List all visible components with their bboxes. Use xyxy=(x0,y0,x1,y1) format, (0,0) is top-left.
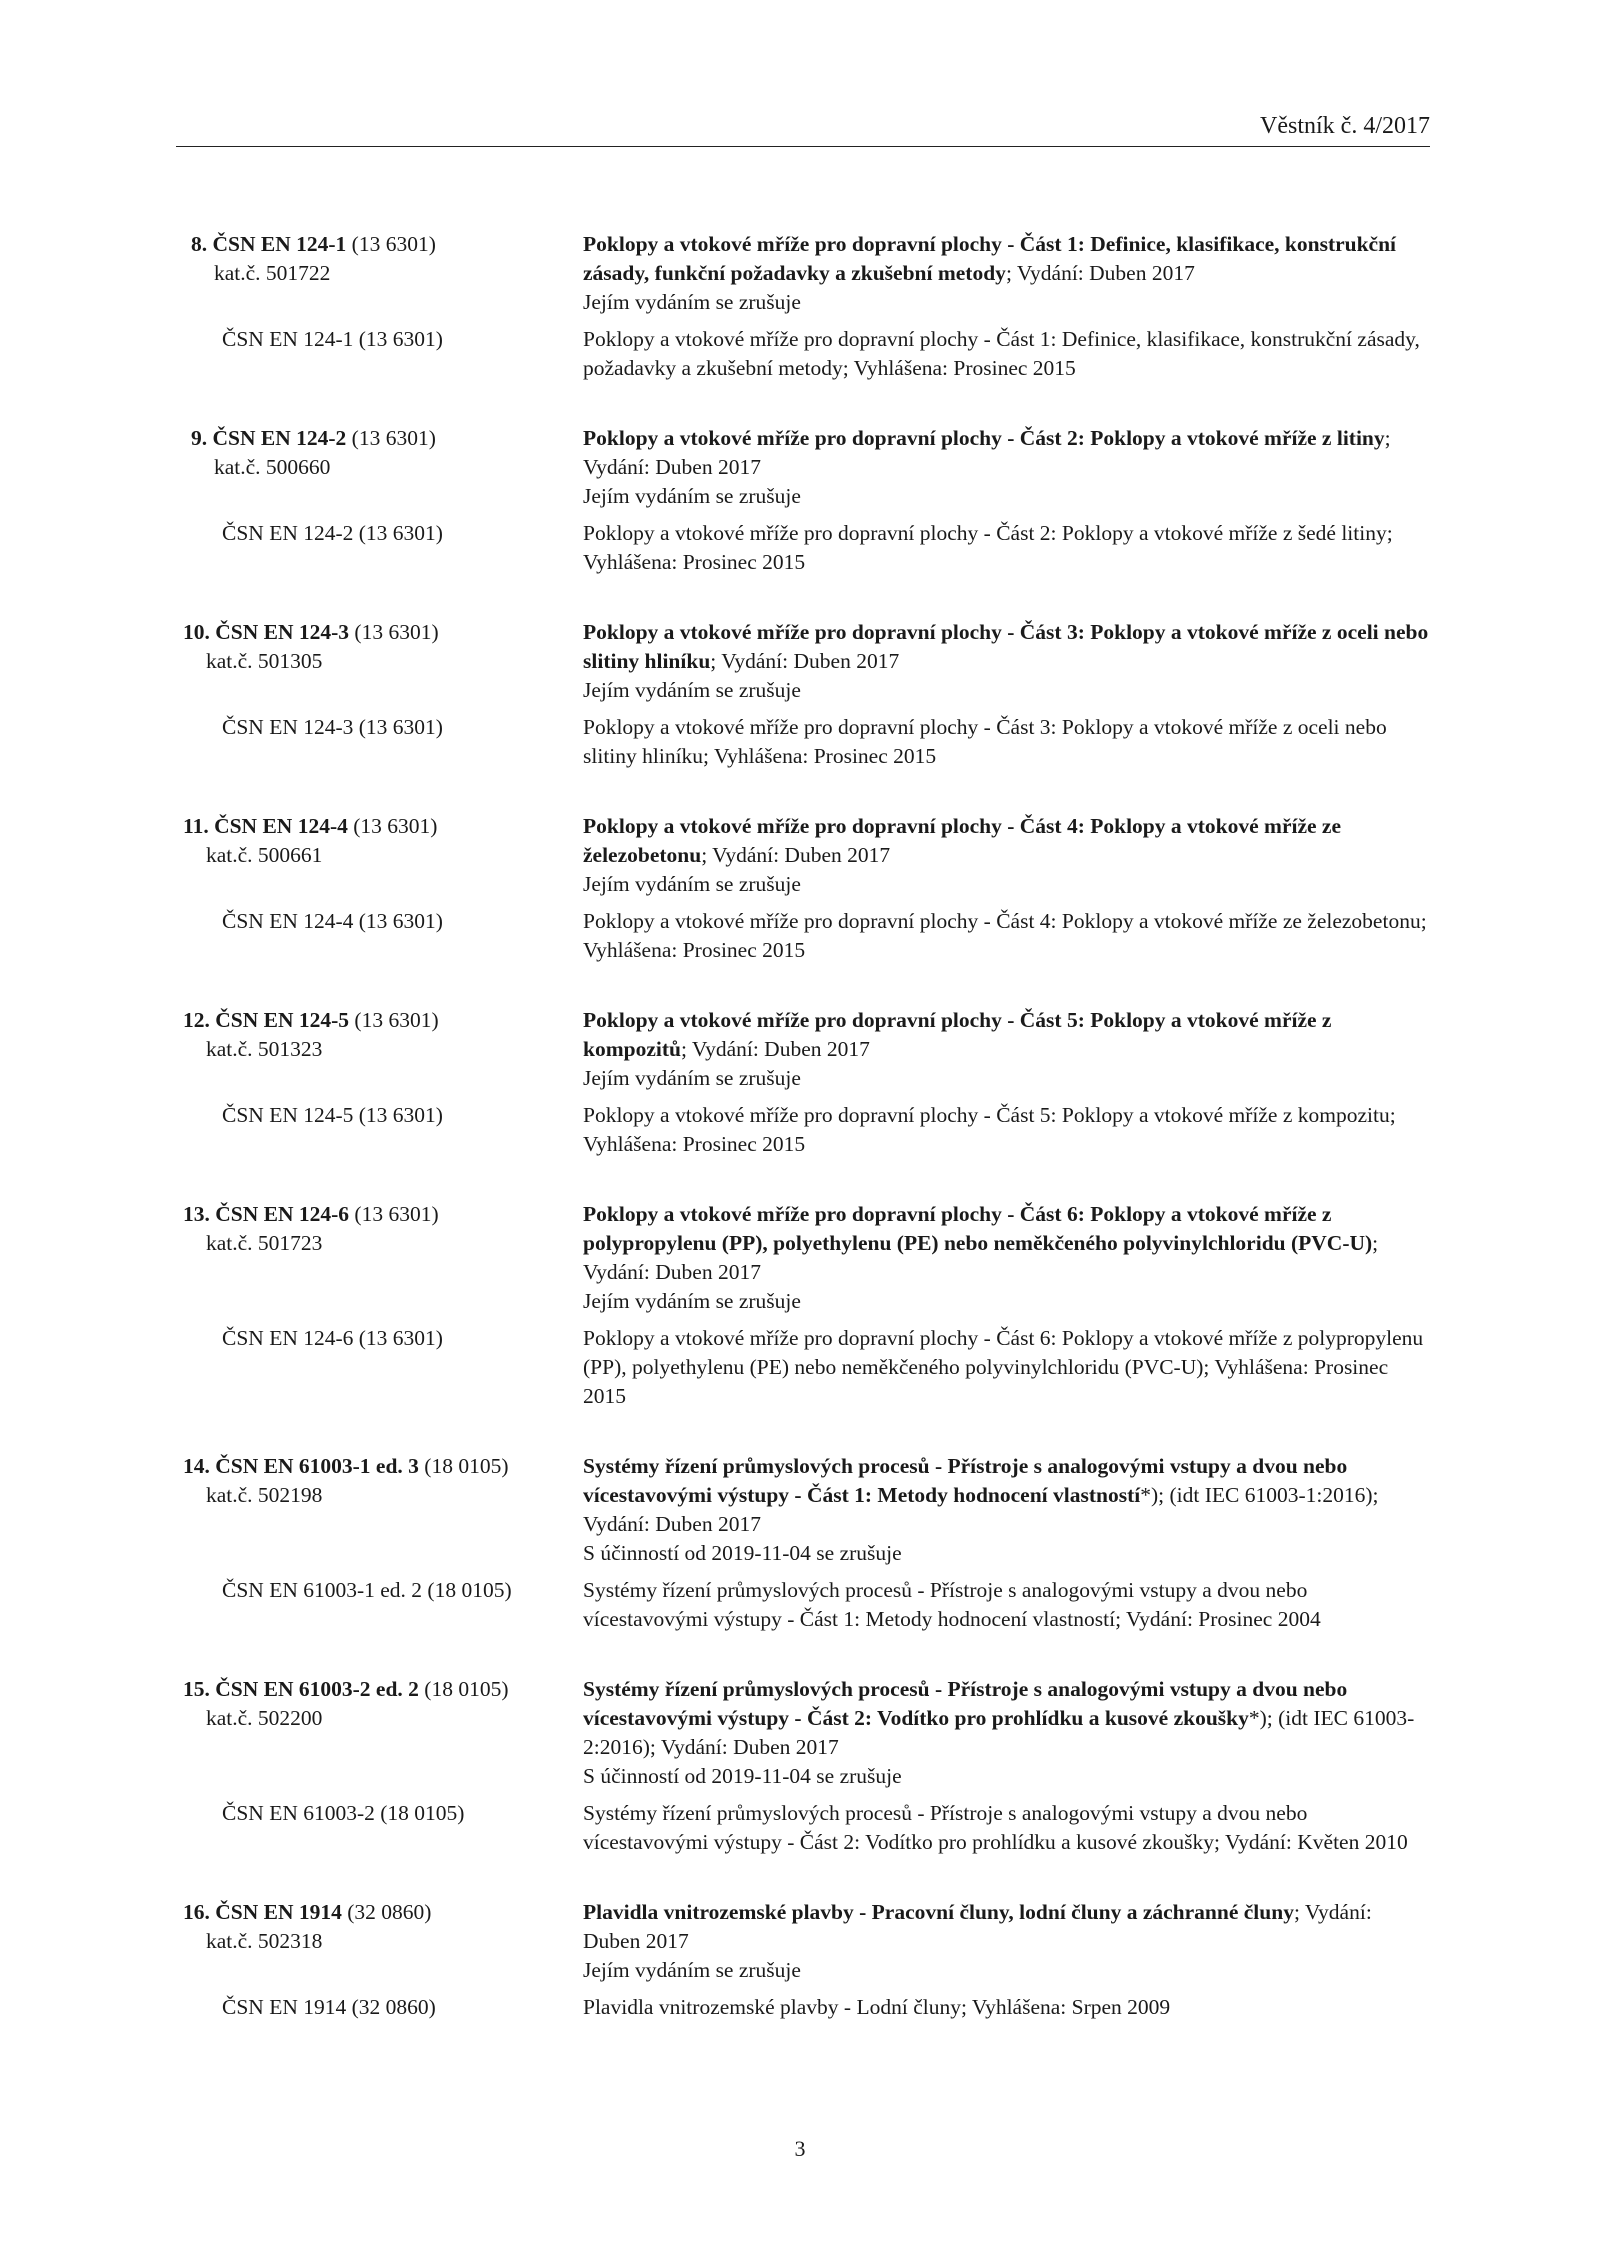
entry-code xyxy=(0,1200,583,1316)
standard-title: Poklopy a vtokové mříže pro dopravní plochy - Část 2: Poklopy a vtokové mříže z litiny xyxy=(583,426,1385,450)
entry-number: 16. xyxy=(183,1900,210,1924)
standard-code: ČSN EN 1914 xyxy=(215,1900,342,1924)
standard-title: Plavidla vnitrozemské plavby - Pracovní čluny, lodní čluny a záchranné čluny xyxy=(583,1900,1294,1924)
standard-title: Poklopy a vtokové mříže pro dopravní plochy - Část 1: Definice, klasifikace, konstrukční zásady, funkční požadavky a zkušební metody xyxy=(583,232,1397,285)
standard-code: ČSN EN 61003-1 ed. 3 xyxy=(215,1454,419,1478)
bulletin-title: Věstník č. 4/2017 xyxy=(1260,113,1430,139)
replacement-status: Jejím vydáním se zrušuje xyxy=(583,678,801,702)
standard-entry xyxy=(0,1452,1600,1634)
catalog-number: kat.č. 500660 xyxy=(214,455,331,479)
catalog-number: kat.č. 501723 xyxy=(206,1231,323,1255)
standard-code: ČSN EN 124-1 xyxy=(212,232,347,256)
issue-info: ; Vydání: Duben 2017 xyxy=(710,649,900,673)
entry-number: 11. xyxy=(183,814,209,838)
replaced-code: ČSN EN 124-6 (13 6301) xyxy=(222,1326,443,1350)
replaced-code: ČSN EN 61003-2 (18 0105) xyxy=(222,1801,465,1825)
issue-info: *); (idt IEC 61003-1:2016); Vydání: Duben 2017 xyxy=(583,1483,1379,1536)
issue-info: ; Vydání: Duben 2017 xyxy=(1005,261,1195,285)
entry-title xyxy=(583,618,1433,705)
standard-entry xyxy=(0,424,1600,577)
entry-title xyxy=(583,1675,1433,1791)
catalog-number: kat.č. 500661 xyxy=(206,843,323,867)
entry-code xyxy=(0,1675,583,1791)
catalog-number: kat.č. 502318 xyxy=(206,1929,323,1953)
issue-info: *); (idt IEC 61003-2:2016); Vydání: Duben 2017 xyxy=(583,1706,1415,1759)
entry-code xyxy=(0,618,583,705)
entry-number: 9. xyxy=(191,426,208,450)
replaced-code: ČSN EN 124-5 (13 6301) xyxy=(222,1103,443,1127)
replaced-title: Plavidla vnitrozemské plavby - Lodní čluny; Vyhlášena: Srpen 2009 xyxy=(583,1995,1171,2019)
standard-class: (18 0105) xyxy=(418,1454,509,1478)
standard-class: (13 6301) xyxy=(349,1202,439,1226)
replaced-title: Systémy řízení průmyslových procesů - Přístroje s analogovými vstupy a dvou nebo vícestavovými výstupy - Část 1: Metody hodnocení vlastností; Vydání: Prosinec 2004 xyxy=(583,1578,1321,1631)
standard-code: ČSN EN 124-2 xyxy=(212,426,347,450)
replaced-code: ČSN EN 124-3 (13 6301) xyxy=(222,715,443,739)
standard-entry xyxy=(0,1898,1600,2022)
entry-number: 8. xyxy=(191,232,208,256)
entry-number: 14. xyxy=(183,1454,210,1478)
entry-code xyxy=(0,230,583,317)
standard-entry xyxy=(0,618,1600,771)
standards-list xyxy=(0,230,1600,2063)
entry-number: 10. xyxy=(183,620,210,644)
standard-code: ČSN EN 124-3 xyxy=(215,620,350,644)
entry-number: 15. xyxy=(183,1677,210,1701)
replaced-title: Poklopy a vtokové mříže pro dopravní plochy - Část 3: Poklopy a vtokové mříže z oceli nebo slitiny hliníku; Vyhlášena: Prosinec 2015 xyxy=(583,715,1387,768)
replaced-code: ČSN EN 124-1 (13 6301) xyxy=(222,327,443,351)
entry-title xyxy=(583,1200,1433,1316)
standard-entry xyxy=(0,230,1600,383)
catalog-number: kat.č. 501323 xyxy=(206,1037,323,1061)
catalog-number: kat.č. 501722 xyxy=(214,261,331,285)
standard-class: (13 6301) xyxy=(349,1008,439,1032)
standard-code: ČSN EN 124-6 xyxy=(215,1202,350,1226)
replaced-code: ČSN EN 1914 (32 0860) xyxy=(222,1995,436,2019)
standard-class: (13 6301) xyxy=(347,814,438,838)
standard-class: (18 0105) xyxy=(418,1677,509,1701)
issue-info: ; Vydání: Duben 2017 xyxy=(583,1231,1379,1284)
replacement-status: Jejím vydáním se zrušuje xyxy=(583,290,801,314)
replacement-status: Jejím vydáním se zrušuje xyxy=(583,1958,801,1982)
standard-title: Poklopy a vtokové mříže pro dopravní plochy - Část 5: Poklopy a vtokové mříže z kompozitů xyxy=(583,1008,1332,1061)
replacement-status: Jejím vydáním se zrušuje xyxy=(583,484,801,508)
standard-entry xyxy=(0,1200,1600,1411)
issue-info: ; Vydání: Duben 2017 xyxy=(583,1900,1372,1953)
entry-number: 12. xyxy=(183,1008,210,1032)
page-number: 3 xyxy=(794,2136,806,2161)
replaced-title: Poklopy a vtokové mříže pro dopravní plochy - Část 1: Definice, klasifikace, konstrukční zásady, požadavky a zkušební metody; Vyhlášena: Prosinec 2015 xyxy=(583,327,1420,380)
replaced-code: ČSN EN 124-2 (13 6301) xyxy=(222,521,443,545)
standard-title: Poklopy a vtokové mříže pro dopravní plochy - Část 3: Poklopy a vtokové mříže z oceli nebo slitiny hliníku xyxy=(583,620,1429,673)
entry-code xyxy=(0,424,583,511)
entry-title xyxy=(583,1898,1433,1985)
standard-title: Systémy řízení průmyslových procesů - Přístroje s analogovými vstupy a dvou nebo vícestavovými výstupy - Část 1: Metody hodnocení vlastností xyxy=(583,1454,1348,1507)
replacement-status: Jejím vydáním se zrušuje xyxy=(583,1066,801,1090)
entry-code xyxy=(0,1898,583,1985)
entry-title xyxy=(583,812,1433,899)
entry-title xyxy=(583,230,1433,317)
replaced-title: Poklopy a vtokové mříže pro dopravní plochy - Část 2: Poklopy a vtokové mříže z šedé litiny; Vyhlášena: Prosinec 2015 xyxy=(583,521,1393,574)
replaced-code: ČSN EN 124-4 (13 6301) xyxy=(222,909,443,933)
replaced-title: Poklopy a vtokové mříže pro dopravní plochy - Část 6: Poklopy a vtokové mříže z polypropylenu (PP), polyethylenu (PE) nebo neměkčeného polyvinylchloridu (PVC-U); Vyhlášena: Prosinec 2015 xyxy=(583,1326,1424,1408)
issue-info: ; Vydání: Duben 2017 xyxy=(680,1037,870,1061)
replaced-title: Poklopy a vtokové mříže pro dopravní plochy - Část 4: Poklopy a vtokové mříže ze železobetonu; Vyhlášena: Prosinec 2015 xyxy=(583,909,1427,962)
standard-entry xyxy=(0,1006,1600,1159)
catalog-number: kat.č. 502200 xyxy=(206,1706,323,1730)
catalog-number: kat.č. 502198 xyxy=(206,1483,323,1507)
entry-title xyxy=(583,1006,1433,1093)
entry-code xyxy=(0,1452,583,1568)
standard-title: Poklopy a vtokové mříže pro dopravní plochy - Část 6: Poklopy a vtokové mříže z polypropylenu (PP), polyethylenu (PE) nebo neměkčeného polyvinylchloridu (PVC-U) xyxy=(583,1202,1373,1255)
entry-code xyxy=(0,812,583,899)
replaced-title: Systémy řízení průmyslových procesů - Přístroje s analogovými vstupy a dvou nebo vícestavovými výstupy - Část 2: Vodítko pro prohlídku a kusové zkoušky; Vydání: Květen 2010 xyxy=(583,1801,1408,1854)
standard-code: ČSN EN 61003-2 ed. 2 xyxy=(215,1677,419,1701)
standard-class: (13 6301) xyxy=(346,232,436,256)
replacement-status: Jejím vydáním se zrušuje xyxy=(583,872,801,896)
replaced-title: Poklopy a vtokové mříže pro dopravní plochy - Část 5: Poklopy a vtokové mříže z kompozitu; Vyhlášena: Prosinec 2015 xyxy=(583,1103,1396,1156)
standard-title: Poklopy a vtokové mříže pro dopravní plochy - Část 4: Poklopy a vtokové mříže ze železobetonu xyxy=(583,814,1342,867)
page-header xyxy=(176,112,1430,147)
standard-title: Systémy řízení průmyslových procesů - Přístroje s analogovými vstupy a dvou nebo vícestavovými výstupy - Část 2: Vodítko pro prohlídku a kusové zkoušky xyxy=(583,1677,1348,1730)
entry-title xyxy=(583,1452,1433,1568)
standard-class: (13 6301) xyxy=(346,426,436,450)
replaced-code: ČSN EN 61003-1 ed. 2 (18 0105) xyxy=(222,1578,512,1602)
standard-code: ČSN EN 124-5 xyxy=(215,1008,350,1032)
standard-code: ČSN EN 124-4 xyxy=(214,814,348,838)
standard-class: (32 0860) xyxy=(341,1900,432,1924)
standard-class: (13 6301) xyxy=(349,620,439,644)
replacement-status: S účinností od 2019-11-04 se zrušuje xyxy=(583,1541,902,1565)
replacement-status: S účinností od 2019-11-04 se zrušuje xyxy=(583,1764,902,1788)
standard-entry xyxy=(0,1675,1600,1857)
replacement-status: Jejím vydáním se zrušuje xyxy=(583,1289,801,1313)
standard-entry xyxy=(0,812,1600,965)
entry-title xyxy=(583,424,1433,511)
entry-number: 13. xyxy=(183,1202,210,1226)
issue-info: ; Vydání: Duben 2017 xyxy=(583,426,1391,479)
issue-info: ; Vydání: Duben 2017 xyxy=(701,843,891,867)
entry-code xyxy=(0,1006,583,1093)
catalog-number: kat.č. 501305 xyxy=(206,649,323,673)
